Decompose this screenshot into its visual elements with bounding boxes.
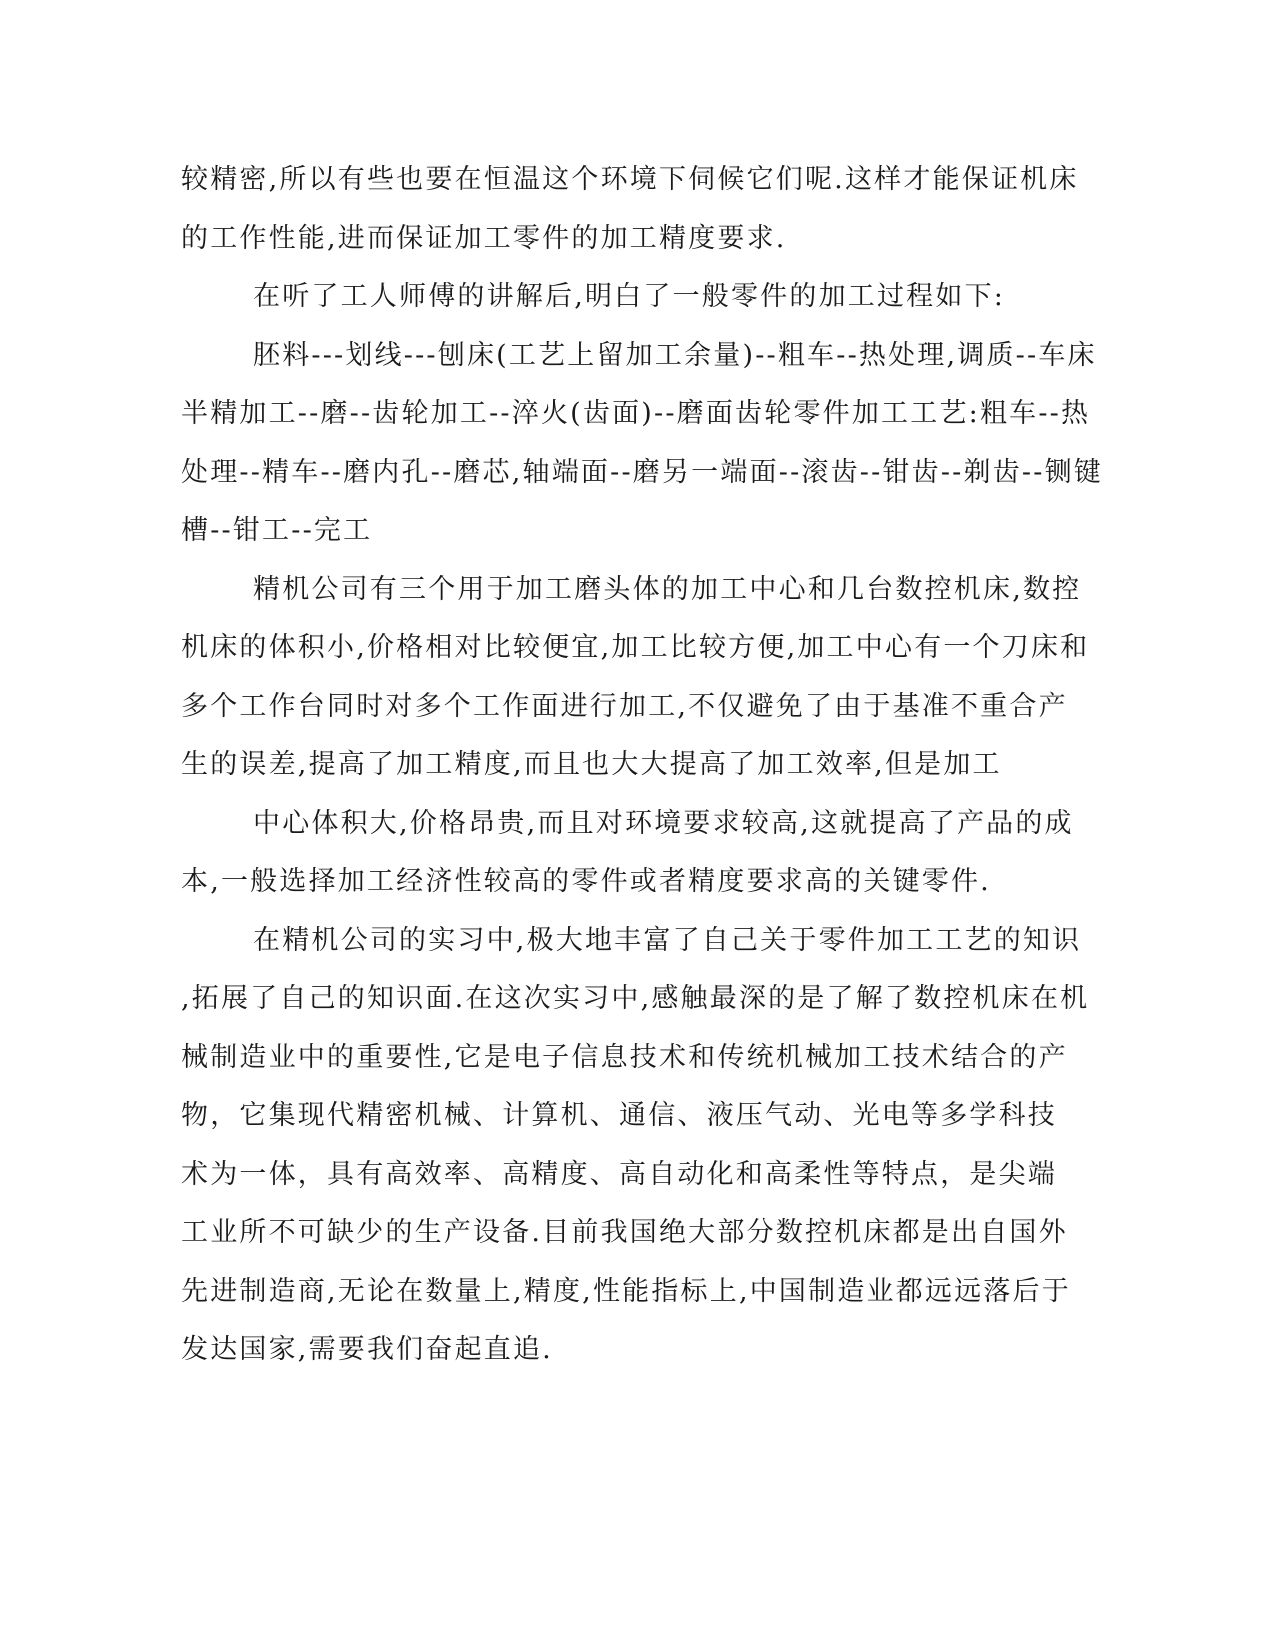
text-line: 在听了工人师傅的讲解后,明白了一般零件的加工过程如下: [253,281,1006,312]
text-line: 处理--精车--磨内孔--磨芯,轴端面--磨另一端面--滚齿--钳齿--剃齿--铡键 [181,456,1103,488]
text-line: 的工作性能,进而保证加工零件的加工精度要求. [181,222,787,254]
body-text [181,151,1103,1380]
text-line: 精机公司有三个用于加工磨头体的加工中心和几台数控机床,数控 [253,573,1082,605]
text-line: 机床的体积小,价格相对比较便宜,加工比较方便,加工中心有一个刀床和 [181,632,1090,663]
text-line: 术为一体，具有高效率、高精度、高自动化和高柔性等特点，是尖端 [181,1158,1057,1190]
text-line: 本,一般选择加工经济性较高的零件或者精度要求高的关键零件. [181,866,991,897]
text-line: 生的误差,提高了加工精度,而且也大大提高了加工效率,但是加工 [181,749,1002,780]
text-line: 较精密,所以有些也要在恒温这个环境下伺候它们呢.这样才能保证机床 [181,164,1079,195]
text-line: 工业所不可缺少的生产设备.目前我国绝大部分数控机床都是出自国外 [181,1217,1068,1248]
text-line: ,拓展了自己的知识面.在这次实习中,感触最深的是了解了数控机床在机 [181,983,1090,1014]
text-line: 物，它集现代精密机械、计算机、通信、液压气动、光电等多学科技 [181,1100,1057,1131]
text-line: 胚料---划线---刨床(工艺上留加工余量)--粗车--热处理,调质--车床 [253,339,1097,371]
text-line: 先进制造商,无论在数量上,精度,性能指标上,中国制造业都远远落后于 [181,1275,1071,1307]
text-line: 半精加工--磨--齿轮加工--淬火(齿面)--磨面齿轮零件加工工艺:粗车--热 [181,398,1091,429]
text-line: 中心体积大,价格昂贵,而且对环境要求较高,这就提高了产品的成 [253,807,1074,839]
text-line: 在精机公司的实习中,极大地丰富了自己关于零件加工工艺的知识 [253,924,1082,956]
text-line: 械制造业中的重要性,它是电子信息技术和传统机械加工技术结合的产 [181,1041,1068,1073]
text-line: 多个工作台同时对多个工作面进行加工,不仅避免了由于基准不重合产 [181,690,1068,722]
text-line: 发达国家,需要我们奋起直追. [181,1334,553,1365]
text-line: 槽--钳工--完工 [181,515,373,546]
